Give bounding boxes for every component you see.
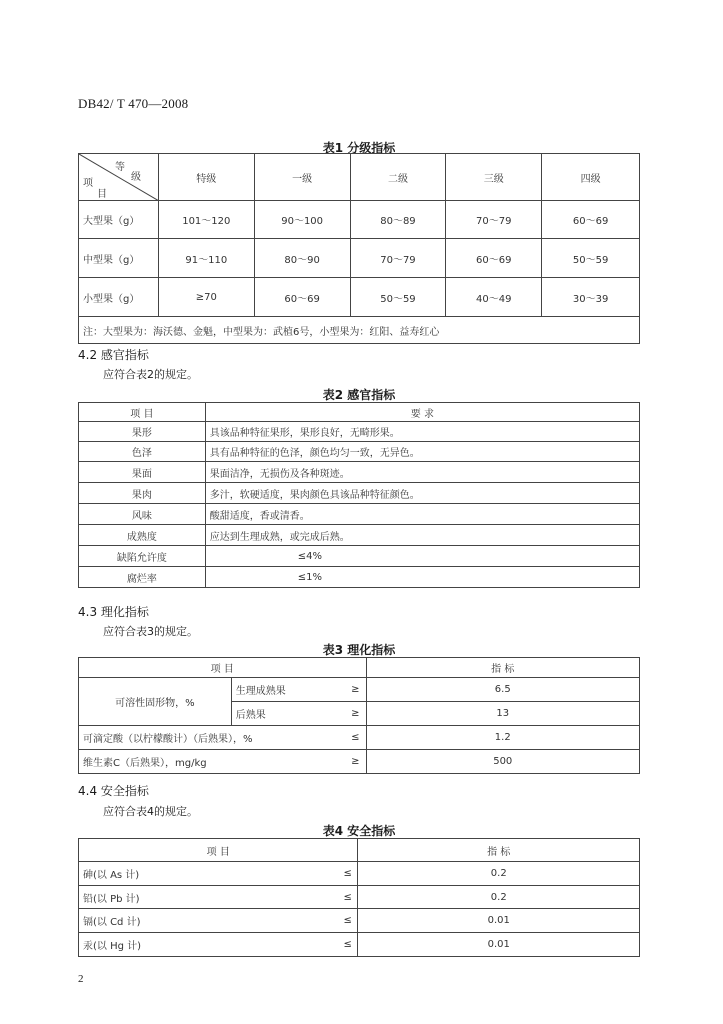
operator: ≥ (345, 750, 366, 774)
table3-caption: 表3 理化指标 (322, 643, 396, 657)
table-row (79, 862, 640, 886)
table-row (79, 886, 640, 909)
table-row (79, 678, 640, 702)
head-index: 指 标 (366, 658, 640, 678)
row-item: 汞(以 Hg 计) (79, 933, 339, 957)
section-4-2-text: 应符合表2的规定。 (103, 368, 198, 381)
table2-sensory (78, 402, 640, 588)
row-value: 60～69 (254, 278, 350, 317)
row-item: 中型果（g） (79, 239, 159, 278)
row-requirement: ≤4% (205, 546, 639, 567)
grade-header: 三级 (446, 154, 542, 201)
table1-caption: 表1 分级指标 (322, 141, 396, 155)
table-row (79, 422, 640, 442)
row-requirement: 具有品种特征的色泽，颜色均匀一致，无异色。 (205, 442, 639, 462)
table1-corner-cell (79, 154, 159, 201)
row-item: 缺陷允许度 (79, 546, 206, 567)
operator: ≤ (345, 726, 366, 750)
row-value: 101～120 (158, 201, 254, 239)
row-value: 0.01 (358, 933, 640, 957)
table-row (79, 525, 640, 546)
corner-label-top: 等 (115, 162, 125, 173)
section-4-2-heading: 4.2 感官指标 (78, 348, 149, 362)
group-label: 可溶性固形物，% (79, 678, 232, 726)
row-item: 可滴定酸（以柠檬酸计）（后熟果），% (79, 726, 346, 750)
operator: ≤ (338, 909, 358, 933)
row-value: 70～79 (350, 239, 446, 278)
corner-label-left: 项 (83, 178, 93, 189)
row-value: 80～89 (350, 201, 446, 239)
table-row (79, 726, 640, 750)
section-4-3-heading: 4.3 理化指标 (78, 605, 149, 619)
sub-item: 生理成熟果 (231, 678, 345, 702)
row-value: ≥70 (158, 278, 254, 317)
row-item: 果肉 (79, 483, 206, 504)
row-value: 500 (366, 750, 640, 774)
row-value: 50～59 (350, 278, 446, 317)
row-item: 铅(以 Pb 计) (79, 886, 339, 909)
table-row (79, 567, 640, 588)
row-requirement: 多汁，软硬适度，果肉颜色具该品种特征颜色。 (205, 483, 639, 504)
head-item: 项 目 (79, 839, 358, 862)
table1-grading (78, 153, 640, 344)
table3-physicochemical (78, 657, 640, 774)
operator: ≤ (338, 886, 358, 909)
grade-header: 四级 (542, 154, 640, 201)
row-item: 维生素C（后熟果），mg/kg (79, 750, 346, 774)
row-requirement: 应达到生理成熟，或完成后熟。 (205, 525, 639, 546)
row-item: 砷(以 As 计) (79, 862, 339, 886)
operator: ≥ (345, 702, 366, 726)
row-value: 0.2 (358, 862, 640, 886)
table-row (79, 933, 640, 957)
row-value: 80～90 (254, 239, 350, 278)
row-item: 果面 (79, 462, 206, 483)
row-value: 30～39 (542, 278, 640, 317)
row-item: 镉(以 Cd 计) (79, 909, 339, 933)
page-number: 2 (78, 973, 84, 985)
table-row (79, 201, 640, 239)
grade-header: 特级 (158, 154, 254, 201)
sub-item: 后熟果 (231, 702, 345, 726)
head-item: 项 目 (79, 658, 367, 678)
table-row (79, 909, 640, 933)
table-row (79, 750, 640, 774)
row-item: 成熟度 (79, 525, 206, 546)
table2-caption: 表2 感官指标 (322, 388, 396, 402)
section-4-4-heading: 4.4 安全指标 (78, 784, 149, 798)
table1-note: 注：大型果为：海沃德、金魁，中型果为：武植6号，小型果为：红阳、益寿红心 (79, 317, 640, 344)
table-row (79, 442, 640, 462)
row-item: 腐烂率 (79, 567, 206, 588)
row-item: 小型果（g） (79, 278, 159, 317)
row-requirement: 具该品种特征果形，果形良好，无畸形果。 (205, 422, 639, 442)
row-value: 1.2 (366, 726, 640, 750)
row-value: 70～79 (446, 201, 542, 239)
row-value: 91～110 (158, 239, 254, 278)
row-value: 0.01 (358, 909, 640, 933)
table4-safety (78, 838, 640, 957)
head-index: 指 标 (358, 839, 640, 862)
table-row (79, 278, 640, 317)
row-requirement: ≤1% (205, 567, 639, 588)
table-row (79, 462, 640, 483)
section-4-3-text: 应符合表3的规定。 (103, 625, 198, 638)
table4-caption: 表4 安全指标 (322, 824, 396, 838)
row-value: 40～49 (446, 278, 542, 317)
row-item: 色泽 (79, 442, 206, 462)
row-requirement: 酸甜适度，香或清香。 (205, 504, 639, 525)
table-row (79, 546, 640, 567)
row-value: 13 (366, 702, 640, 726)
grade-header: 二级 (350, 154, 446, 201)
row-requirement: 果面洁净，无损伤及各种斑迹。 (205, 462, 639, 483)
operator: ≤ (338, 862, 358, 886)
section-4-4-text: 应符合表4的规定。 (103, 805, 198, 818)
row-value: 90～100 (254, 201, 350, 239)
row-value: 0.2 (358, 886, 640, 909)
row-value: 60～69 (446, 239, 542, 278)
row-item: 风味 (79, 504, 206, 525)
document-code: DB42/ T 470—2008 (78, 96, 189, 111)
table-row (79, 504, 640, 525)
row-item: 大型果（g） (79, 201, 159, 239)
corner-label-bottom: 目 (97, 189, 107, 200)
row-value: 50～59 (542, 239, 640, 278)
table-row (79, 483, 640, 504)
row-item: 果形 (79, 422, 206, 442)
corner-label-mid: 级 (131, 172, 141, 183)
head-requirement: 要 求 (205, 403, 639, 422)
grade-header: 一级 (254, 154, 350, 201)
table-row (79, 239, 640, 278)
row-value: 6.5 (366, 678, 640, 702)
operator: ≥ (345, 678, 366, 702)
head-item: 项 目 (79, 403, 206, 422)
operator: ≤ (338, 933, 358, 957)
row-value: 60～69 (542, 201, 640, 239)
